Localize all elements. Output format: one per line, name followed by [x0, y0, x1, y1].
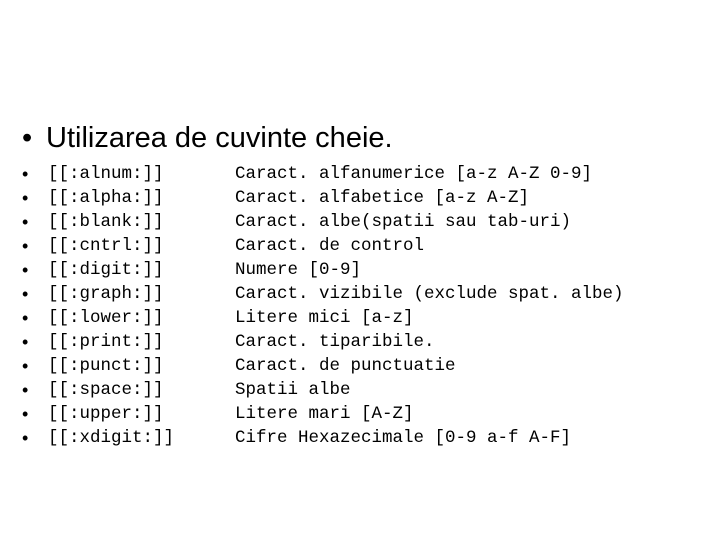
class-description: Caract. tiparibile.	[235, 332, 435, 352]
class-code: [[:punct:]]	[48, 356, 164, 376]
character-class-list	[22, 162, 624, 450]
heading-bullet: •	[22, 122, 33, 154]
bullet: •	[22, 212, 29, 232]
class-description: Caract. alfabetice [a-z A-Z]	[235, 188, 530, 208]
slide-heading	[22, 122, 393, 155]
class-code: [[:alnum:]]	[48, 164, 164, 184]
bullet: •	[22, 236, 29, 256]
list-item	[22, 354, 624, 378]
class-description: Numere [0-9]	[235, 260, 362, 280]
class-description: Caract. vizibile (exclude spat. albe)	[235, 284, 624, 304]
class-description: Cifre Hexazecimale [0-9 a-f A-F]	[235, 428, 572, 448]
bullet: •	[22, 164, 29, 184]
bullet: •	[22, 284, 29, 304]
list-item	[22, 186, 624, 210]
class-code: [[:xdigit:]]	[48, 428, 175, 448]
list-item	[22, 234, 624, 258]
bullet: •	[22, 188, 29, 208]
list-item	[22, 306, 624, 330]
heading-text: Utilizarea de cuvinte cheie.	[46, 122, 393, 154]
class-description: Litere mari [A-Z]	[235, 404, 414, 424]
bullet: •	[22, 428, 29, 448]
class-code: [[:print:]]	[48, 332, 164, 352]
list-item	[22, 402, 624, 426]
bullet: •	[22, 356, 29, 376]
class-code: [[:graph:]]	[48, 284, 164, 304]
list-item	[22, 282, 624, 306]
class-description: Caract. alfanumerice [a-z A-Z 0-9]	[235, 164, 593, 184]
bullet: •	[22, 308, 29, 328]
class-code: [[:blank:]]	[48, 212, 164, 232]
list-item	[22, 330, 624, 354]
list-item	[22, 378, 624, 402]
class-description: Litere mici [a-z]	[235, 308, 414, 328]
class-description: Caract. de punctuatie	[235, 356, 456, 376]
class-description: Caract. albe(spatii sau tab-uri)	[235, 212, 572, 232]
class-code: [[:space:]]	[48, 380, 164, 400]
list-item	[22, 162, 624, 186]
class-code: [[:digit:]]	[48, 260, 164, 280]
class-code: [[:upper:]]	[48, 404, 164, 424]
class-code: [[:lower:]]	[48, 308, 164, 328]
bullet: •	[22, 404, 29, 424]
bullet: •	[22, 332, 29, 352]
class-description: Caract. de control	[235, 236, 425, 256]
list-item	[22, 258, 624, 282]
class-description: Spatii albe	[235, 380, 351, 400]
class-code: [[:alpha:]]	[48, 188, 164, 208]
class-code: [[:cntrl:]]	[48, 236, 164, 256]
bullet: •	[22, 260, 29, 280]
list-item	[22, 426, 624, 450]
bullet: •	[22, 380, 29, 400]
list-item	[22, 210, 624, 234]
